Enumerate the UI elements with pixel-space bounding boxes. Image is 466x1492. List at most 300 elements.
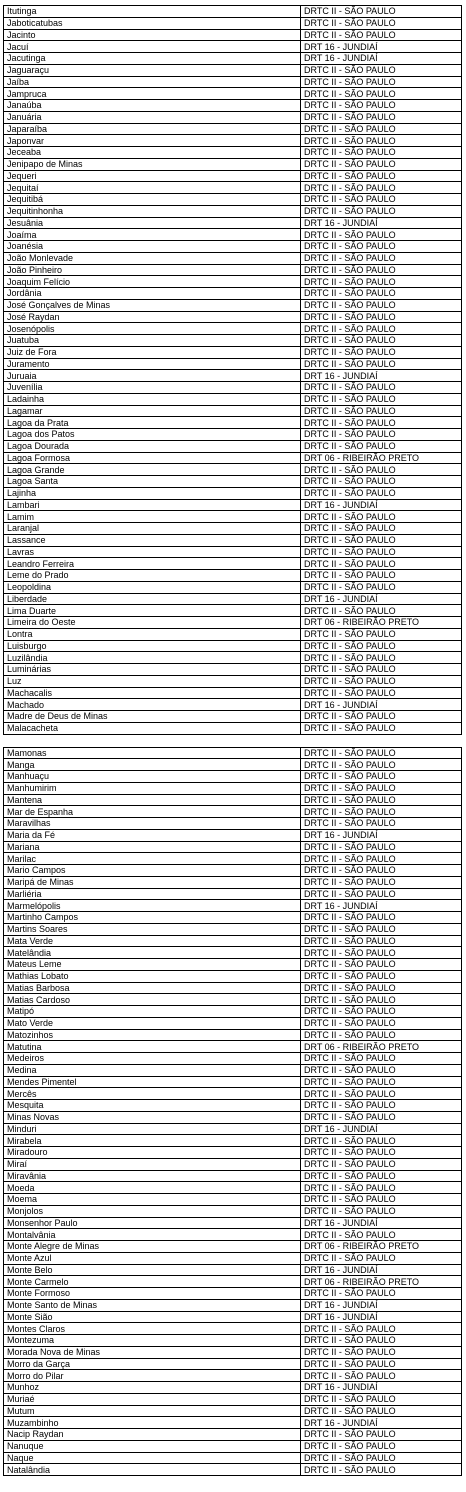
regional-office-cell: DRTC II - SÃO PAULO (301, 100, 462, 112)
table-row (4, 299, 462, 311)
table-row (4, 1194, 462, 1206)
section-gap (3, 735, 461, 747)
table-row (4, 806, 462, 818)
table-row (4, 888, 462, 900)
regional-office-cell: DRTC II - SÃO PAULO (301, 1440, 462, 1452)
regional-office-cell: DRTC II - SÃO PAULO (301, 1064, 462, 1076)
regional-office-cell: DRTC II - SÃO PAULO (301, 17, 462, 29)
table-row (4, 640, 462, 652)
municipality-cell: Lassance (4, 534, 301, 546)
municipality-cell: Joanésia (4, 241, 301, 253)
table-row (4, 818, 462, 830)
municipality-cell: Liberdade (4, 593, 301, 605)
table-row (4, 1346, 462, 1358)
table-row (4, 900, 462, 912)
regional-office-cell: DRT 16 - JUNDIAÍ (301, 829, 462, 841)
table-row (4, 664, 462, 676)
table-row (4, 558, 462, 570)
table-row (4, 628, 462, 640)
municipality-cell: Mantena (4, 794, 301, 806)
municipality-cell: Mato Verde (4, 1017, 301, 1029)
table-body-part-1 (4, 6, 462, 735)
regional-office-cell: DRTC II - SÃO PAULO (301, 135, 462, 147)
table-row (4, 440, 462, 452)
municipality-cell: Medeiros (4, 1053, 301, 1065)
regional-office-cell: DRTC II - SÃO PAULO (301, 429, 462, 441)
regional-office-cell: DRTC II - SÃO PAULO (301, 1088, 462, 1100)
table-row (4, 452, 462, 464)
table-row (4, 405, 462, 417)
municipality-cell: Monte Azul (4, 1252, 301, 1264)
regional-office-cell: DRTC II - SÃO PAULO (301, 311, 462, 323)
table-row (4, 29, 462, 41)
table-row (4, 1241, 462, 1253)
municipality-cell: Lambari (4, 499, 301, 511)
table-row (4, 323, 462, 335)
regional-office-cell: DRTC II - SÃO PAULO (301, 147, 462, 159)
table-row (4, 1323, 462, 1335)
municipality-cell: Mesquita (4, 1100, 301, 1112)
table-row (4, 264, 462, 276)
table-row (4, 947, 462, 959)
municipality-cell: Matozinhos (4, 1029, 301, 1041)
regional-office-cell: DRTC II - SÃO PAULO (301, 628, 462, 640)
municipality-cell: Munhoz (4, 1382, 301, 1394)
table-row (4, 276, 462, 288)
table-row (4, 1393, 462, 1405)
table-row (4, 417, 462, 429)
regional-office-cell: DRTC II - SÃO PAULO (301, 687, 462, 699)
municipality-cell: Ladainha (4, 393, 301, 405)
regional-office-cell: DRTC II - SÃO PAULO (301, 1429, 462, 1441)
regional-office-cell: DRTC II - SÃO PAULO (301, 1346, 462, 1358)
table-row (4, 382, 462, 394)
regional-office-cell: DRT 16 - JUNDIAÍ (301, 699, 462, 711)
table-row (4, 1429, 462, 1441)
table-row (4, 1029, 462, 1041)
regional-office-cell: DRT 16 - JUNDIAÍ (301, 1382, 462, 1394)
municipality-cell: Mirabela (4, 1135, 301, 1147)
table-row (4, 1147, 462, 1159)
table-row (4, 675, 462, 687)
table-row (4, 759, 462, 771)
table-row (4, 170, 462, 182)
regional-office-cell: DRTC II - SÃO PAULO (301, 558, 462, 570)
municipality-cell: Luz (4, 675, 301, 687)
regional-office-cell: DRTC II - SÃO PAULO (301, 1288, 462, 1300)
table-row (4, 358, 462, 370)
table-row (4, 252, 462, 264)
table-row (4, 1229, 462, 1241)
regional-office-cell: DRTC II - SÃO PAULO (301, 794, 462, 806)
table-row (4, 335, 462, 347)
regional-office-cell: DRTC II - SÃO PAULO (301, 534, 462, 546)
table-row (4, 111, 462, 123)
regional-office-cell: DRTC II - SÃO PAULO (301, 959, 462, 971)
table-row (4, 794, 462, 806)
regional-office-cell: DRTC II - SÃO PAULO (301, 205, 462, 217)
municipality-cell: Manhuaçu (4, 771, 301, 783)
municipality-cell: Luminárias (4, 664, 301, 676)
regional-office-cell: DRTC II - SÃO PAULO (301, 111, 462, 123)
table-row (4, 1382, 462, 1394)
regional-office-cell: DRTC II - SÃO PAULO (301, 1323, 462, 1335)
table-body-part-2 (4, 747, 462, 1476)
regional-office-cell: DRTC II - SÃO PAULO (301, 335, 462, 347)
regional-office-cell: DRTC II - SÃO PAULO (301, 1100, 462, 1112)
municipality-cell: Jordânia (4, 288, 301, 300)
municipality-cell: Medina (4, 1064, 301, 1076)
municipality-table-continued (3, 747, 462, 1477)
municipality-cell: Lagoa Dourada (4, 440, 301, 452)
table-row (4, 912, 462, 924)
table-row (4, 1100, 462, 1112)
table-row (4, 393, 462, 405)
regional-office-cell: DRTC II - SÃO PAULO (301, 382, 462, 394)
regional-office-cell: DRTC II - SÃO PAULO (301, 759, 462, 771)
regional-office-cell: DRTC II - SÃO PAULO (301, 1229, 462, 1241)
municipality-table (3, 5, 462, 735)
municipality-cell: Jequitinhonha (4, 205, 301, 217)
municipality-cell: Laranjal (4, 523, 301, 535)
table-row (4, 64, 462, 76)
table-row (4, 570, 462, 582)
municipality-cell: Marliéria (4, 888, 301, 900)
regional-office-cell: DRTC II - SÃO PAULO (301, 229, 462, 241)
table-row (4, 1158, 462, 1170)
regional-office-cell: DRTC II - SÃO PAULO (301, 276, 462, 288)
regional-office-cell: DRT 16 - JUNDIAÍ (301, 1264, 462, 1276)
municipality-cell: Matias Cardoso (4, 994, 301, 1006)
municipality-cell: Malacacheta (4, 722, 301, 734)
municipality-cell: Jampruca (4, 88, 301, 100)
regional-office-cell: DRT 16 - JUNDIAÍ (301, 900, 462, 912)
municipality-cell: Juiz de Fora (4, 346, 301, 358)
municipality-cell: Mercês (4, 1088, 301, 1100)
regional-office-cell: DRT 06 - RIBEIRÃO PRETO (301, 1276, 462, 1288)
regional-office-cell: DRTC II - SÃO PAULO (301, 581, 462, 593)
regional-office-cell: DRTC II - SÃO PAULO (301, 29, 462, 41)
table-row (4, 76, 462, 88)
regional-office-cell: DRTC II - SÃO PAULO (301, 546, 462, 558)
table-row (4, 1311, 462, 1323)
municipality-cell: Montezuma (4, 1335, 301, 1347)
table-row (4, 1182, 462, 1194)
regional-office-cell: DRTC II - SÃO PAULO (301, 1053, 462, 1065)
regional-office-cell: DRTC II - SÃO PAULO (301, 358, 462, 370)
table-row (4, 581, 462, 593)
regional-office-cell: DRTC II - SÃO PAULO (301, 88, 462, 100)
municipality-cell: Jequeri (4, 170, 301, 182)
table-row (4, 311, 462, 323)
municipality-cell: Morro do Pilar (4, 1370, 301, 1382)
regional-office-cell: DRT 16 - JUNDIAÍ (301, 1311, 462, 1323)
table-row (4, 1006, 462, 1018)
table-row (4, 711, 462, 723)
regional-office-cell: DRTC II - SÃO PAULO (301, 935, 462, 947)
municipality-cell: Morada Nova de Minas (4, 1346, 301, 1358)
municipality-cell: Monte Alegre de Minas (4, 1241, 301, 1253)
municipality-cell: Matelândia (4, 947, 301, 959)
municipality-cell: Jaíba (4, 76, 301, 88)
regional-office-cell: DRTC II - SÃO PAULO (301, 605, 462, 617)
table-row (4, 699, 462, 711)
regional-office-cell: DRTC II - SÃO PAULO (301, 1111, 462, 1123)
regional-office-cell: DRTC II - SÃO PAULO (301, 747, 462, 759)
municipality-cell: José Gonçalves de Minas (4, 299, 301, 311)
municipality-cell: Limeira do Oeste (4, 617, 301, 629)
regional-office-cell: DRTC II - SÃO PAULO (301, 123, 462, 135)
table-row (4, 1452, 462, 1464)
regional-office-cell: DRTC II - SÃO PAULO (301, 476, 462, 488)
municipality-cell: Naque (4, 1452, 301, 1464)
municipality-cell: Machado (4, 699, 301, 711)
table-row (4, 100, 462, 112)
municipality-cell: Miraí (4, 1158, 301, 1170)
regional-office-cell: DRTC II - SÃO PAULO (301, 170, 462, 182)
municipality-cell: Manga (4, 759, 301, 771)
regional-office-cell: DRTC II - SÃO PAULO (301, 194, 462, 206)
municipality-cell: Manhumirim (4, 782, 301, 794)
municipality-cell: Natalândia (4, 1464, 301, 1476)
table-row (4, 1417, 462, 1429)
table-row (4, 935, 462, 947)
table-row (4, 970, 462, 982)
regional-office-cell: DRTC II - SÃO PAULO (301, 888, 462, 900)
municipality-cell: Monsenhor Paulo (4, 1217, 301, 1229)
table-row (4, 205, 462, 217)
table-row (4, 288, 462, 300)
municipality-cell: Juramento (4, 358, 301, 370)
regional-office-cell: DRTC II - SÃO PAULO (301, 994, 462, 1006)
regional-office-cell: DRTC II - SÃO PAULO (301, 640, 462, 652)
municipality-cell: Monte Sião (4, 1311, 301, 1323)
regional-office-cell: DRTC II - SÃO PAULO (301, 417, 462, 429)
municipality-cell: Jequitibá (4, 194, 301, 206)
regional-office-cell: DRTC II - SÃO PAULO (301, 912, 462, 924)
regional-office-cell: DRTC II - SÃO PAULO (301, 771, 462, 783)
municipality-cell: Joaquim Felício (4, 276, 301, 288)
regional-office-cell: DRT 16 - JUNDIAÍ (301, 41, 462, 53)
municipality-cell: Machacalis (4, 687, 301, 699)
municipality-cell: Matipó (4, 1006, 301, 1018)
table-row (4, 1076, 462, 1088)
municipality-cell: Luisburgo (4, 640, 301, 652)
regional-office-cell: DRT 16 - JUNDIAÍ (301, 499, 462, 511)
table-row (4, 511, 462, 523)
municipality-cell: Juruaia (4, 370, 301, 382)
municipality-cell: Juvenília (4, 382, 301, 394)
table-row (4, 229, 462, 241)
municipality-cell: Miradouro (4, 1147, 301, 1159)
table-row (4, 771, 462, 783)
regional-office-cell: DRTC II - SÃO PAULO (301, 722, 462, 734)
regional-office-cell: DRTC II - SÃO PAULO (301, 664, 462, 676)
regional-office-cell: DRTC II - SÃO PAULO (301, 64, 462, 76)
municipality-cell: Nanuque (4, 1440, 301, 1452)
table-row (4, 1088, 462, 1100)
regional-office-cell: DRTC II - SÃO PAULO (301, 675, 462, 687)
table-row (4, 617, 462, 629)
table-row (4, 1217, 462, 1229)
municipality-cell: Moema (4, 1194, 301, 1206)
table-row (4, 1041, 462, 1053)
table-row (4, 1170, 462, 1182)
municipality-cell: Lima Duarte (4, 605, 301, 617)
table-row (4, 1370, 462, 1382)
municipality-cell: Leme do Prado (4, 570, 301, 582)
municipality-cell: Nacip Raydan (4, 1429, 301, 1441)
table-row (4, 1053, 462, 1065)
table-row (4, 1299, 462, 1311)
municipality-cell: Muriaé (4, 1393, 301, 1405)
table-row (4, 1464, 462, 1476)
regional-office-cell: DRTC II - SÃO PAULO (301, 1147, 462, 1159)
table-row (4, 194, 462, 206)
table-row (4, 523, 462, 535)
table-row (4, 605, 462, 617)
regional-office-cell: DRTC II - SÃO PAULO (301, 1135, 462, 1147)
municipality-cell: Japaraíba (4, 123, 301, 135)
municipality-cell: Lamim (4, 511, 301, 523)
municipality-cell: Lagoa dos Patos (4, 429, 301, 441)
regional-office-cell: DRTC II - SÃO PAULO (301, 76, 462, 88)
table-row (4, 923, 462, 935)
municipality-cell: Leopoldina (4, 581, 301, 593)
table-row (4, 53, 462, 65)
regional-office-cell: DRTC II - SÃO PAULO (301, 865, 462, 877)
municipality-cell: Lagamar (4, 405, 301, 417)
table-row (4, 429, 462, 441)
regional-office-cell: DRTC II - SÃO PAULO (301, 782, 462, 794)
table-row (4, 959, 462, 971)
regional-office-cell: DRT 06 - RIBEIRÃO PRETO (301, 452, 462, 464)
regional-office-cell: DRTC II - SÃO PAULO (301, 288, 462, 300)
municipality-cell: Morro da Garça (4, 1358, 301, 1370)
regional-office-cell: DRTC II - SÃO PAULO (301, 982, 462, 994)
regional-office-cell: DRT 06 - RIBEIRÃO PRETO (301, 1041, 462, 1053)
regional-office-cell: DRTC II - SÃO PAULO (301, 1158, 462, 1170)
regional-office-cell: DRTC II - SÃO PAULO (301, 182, 462, 194)
municipality-cell: Josenópolis (4, 323, 301, 335)
regional-office-cell: DRTC II - SÃO PAULO (301, 1076, 462, 1088)
table-row (4, 1123, 462, 1135)
table-row (4, 865, 462, 877)
municipality-cell: Lavras (4, 546, 301, 558)
regional-office-cell: DRTC II - SÃO PAULO (301, 1205, 462, 1217)
table-row (4, 687, 462, 699)
municipality-cell: Luzilândia (4, 652, 301, 664)
table-row (4, 782, 462, 794)
municipality-cell: Jesuânia (4, 217, 301, 229)
table-row (4, 853, 462, 865)
regional-office-cell: DRTC II - SÃO PAULO (301, 652, 462, 664)
municipality-cell: Muzambinho (4, 1417, 301, 1429)
table-row (4, 217, 462, 229)
municipality-cell: Jequitaí (4, 182, 301, 194)
table-row (4, 1205, 462, 1217)
table-row (4, 88, 462, 100)
municipality-cell: Madre de Deus de Minas (4, 711, 301, 723)
regional-office-cell: DRTC II - SÃO PAULO (301, 1029, 462, 1041)
municipality-cell: Lagoa Santa (4, 476, 301, 488)
table-row (4, 1440, 462, 1452)
table-row (4, 1288, 462, 1300)
regional-office-cell: DRTC II - SÃO PAULO (301, 1464, 462, 1476)
municipality-cell: Joaíma (4, 229, 301, 241)
municipality-cell: Juatuba (4, 335, 301, 347)
municipality-cell: Jaboticatubas (4, 17, 301, 29)
table-row (4, 1276, 462, 1288)
table-row (4, 1111, 462, 1123)
regional-office-cell: DRTC II - SÃO PAULO (301, 1182, 462, 1194)
regional-office-cell: DRTC II - SÃO PAULO (301, 1252, 462, 1264)
table-row (4, 1405, 462, 1417)
municipality-cell: Lagoa da Prata (4, 417, 301, 429)
regional-office-cell: DRTC II - SÃO PAULO (301, 1194, 462, 1206)
municipality-cell: Lontra (4, 628, 301, 640)
table-row (4, 123, 462, 135)
regional-office-cell: DRTC II - SÃO PAULO (301, 523, 462, 535)
regional-office-cell: DRTC II - SÃO PAULO (301, 970, 462, 982)
regional-office-cell: DRTC II - SÃO PAULO (301, 264, 462, 276)
regional-office-cell: DRTC II - SÃO PAULO (301, 1452, 462, 1464)
municipality-cell: Miravânia (4, 1170, 301, 1182)
table-row (4, 982, 462, 994)
table-row (4, 182, 462, 194)
regional-office-cell: DRTC II - SÃO PAULO (301, 464, 462, 476)
table-row (4, 546, 462, 558)
municipality-cell: Minas Novas (4, 1111, 301, 1123)
municipality-cell: José Raydan (4, 311, 301, 323)
municipality-cell: Jacinto (4, 29, 301, 41)
regional-office-cell: DRTC II - SÃO PAULO (301, 393, 462, 405)
regional-office-cell: DRTC II - SÃO PAULO (301, 1006, 462, 1018)
regional-office-cell: DRTC II - SÃO PAULO (301, 6, 462, 18)
municipality-cell: Marilac (4, 853, 301, 865)
municipality-cell: Marmelópolis (4, 900, 301, 912)
municipality-cell: Maripá de Minas (4, 876, 301, 888)
municipality-cell: João Pinheiro (4, 264, 301, 276)
table-row (4, 534, 462, 546)
municipality-cell: Mutum (4, 1405, 301, 1417)
regional-office-cell: DRTC II - SÃO PAULO (301, 853, 462, 865)
table-row (4, 41, 462, 53)
municipality-cell: Montalvânia (4, 1229, 301, 1241)
regional-office-cell: DRTC II - SÃO PAULO (301, 1335, 462, 1347)
table-row (4, 476, 462, 488)
municipality-cell: Lagoa Grande (4, 464, 301, 476)
table-row (4, 487, 462, 499)
table-row (4, 593, 462, 605)
municipality-cell: Lajinha (4, 487, 301, 499)
regional-office-cell: DRTC II - SÃO PAULO (301, 711, 462, 723)
municipality-cell: Leandro Ferreira (4, 558, 301, 570)
table-row (4, 876, 462, 888)
municipality-cell: Mar de Espanha (4, 806, 301, 818)
municipality-cell: Japonvar (4, 135, 301, 147)
municipality-cell: Jaguaraçu (4, 64, 301, 76)
table-row (4, 158, 462, 170)
regional-office-cell: DRTC II - SÃO PAULO (301, 1017, 462, 1029)
table-row (4, 1264, 462, 1276)
regional-office-cell: DRT 16 - JUNDIAÍ (301, 1299, 462, 1311)
municipality-cell: Matutina (4, 1041, 301, 1053)
municipality-cell: Itutinga (4, 6, 301, 18)
municipality-cell: Monjolos (4, 1205, 301, 1217)
table-row (4, 1017, 462, 1029)
municipality-cell: Martinho Campos (4, 912, 301, 924)
